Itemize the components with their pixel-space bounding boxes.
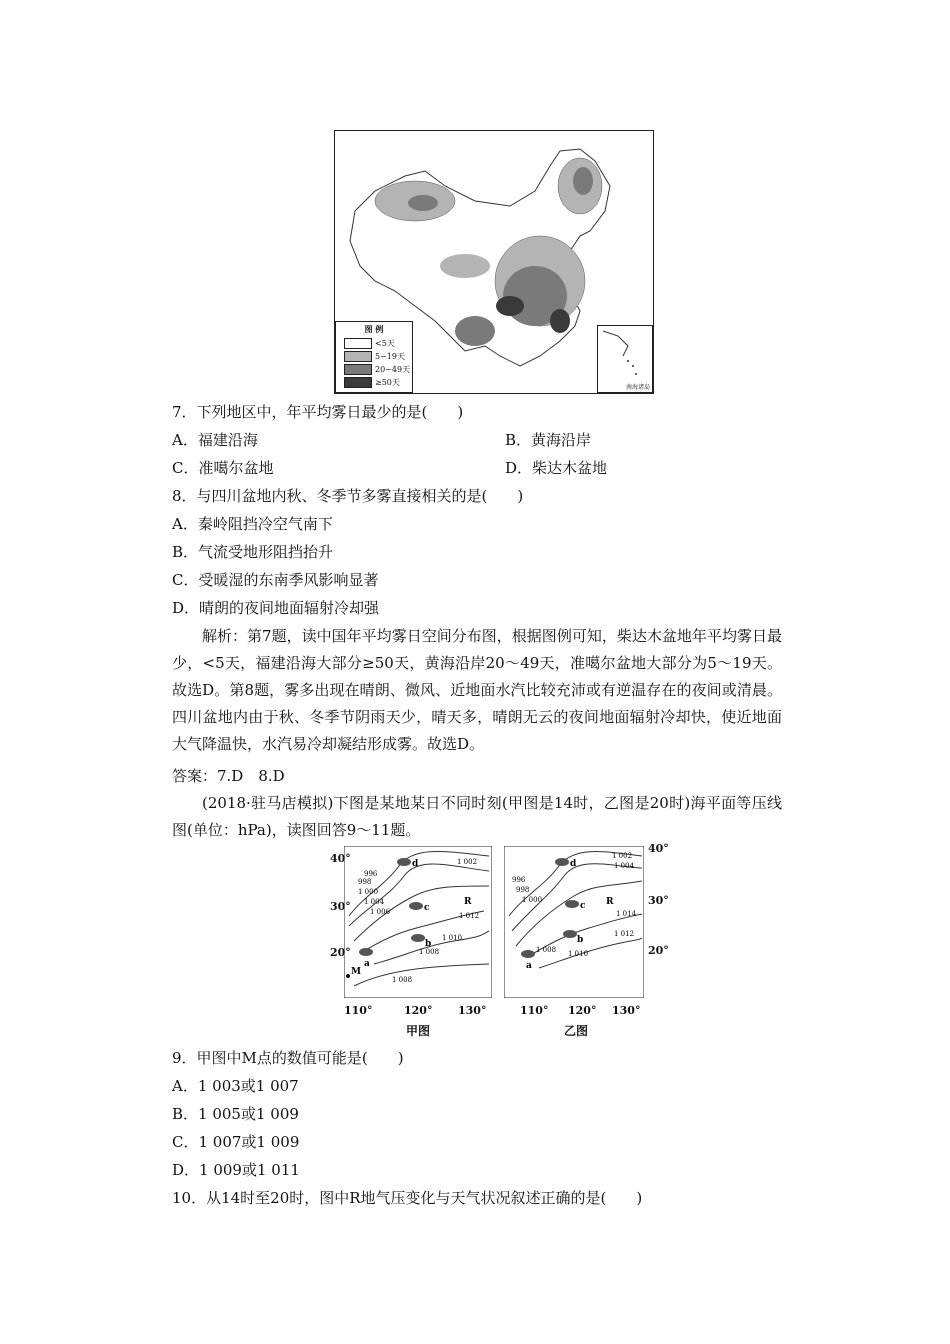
x-tick: 120° [568,1004,597,1017]
point-d-marker [397,858,411,866]
analysis-paragraph: 解析：第7题，读中国年平均雾日空间分布图，根据图例可知，柴达木盆地年平均雾日最少，<5天，福建沿海大部分≥50天，黄海沿岸20～49天，准噶尔盆地大部分为5～19天。故选D。第8题，雾多出现在晴朗、微风、近地面水汽比较充沛或有逆温存在的夜间或清晨。四川盆地内由于秋、冬季节阴雨天少，晴天多，晴朗无云的夜间地面辐射冷却快，使近地面大气降温快，水汽易冷却凝结形成雾。故选D。 [172,627,782,753]
x-tick: 130° [458,1004,487,1017]
intro-paragraph: (2018·驻马店模拟)下图是某地某日不同时刻(甲图是14时，乙图是20时)海平面等压线图(单位：hPa)，读图回答9～11题。 [172,794,782,839]
point-m-marker [346,974,350,978]
fog-days-map [334,130,654,394]
point-label: a [364,959,370,969]
isobar-label: 1 010 [442,934,463,942]
q9-option-a: A．1 003或1 007 [172,1077,299,1095]
fog-zone-xizang [440,254,490,278]
q8-option-a: A．秦岭阻挡冷空气南下 [172,515,333,533]
point-label: a [526,961,532,971]
q8-stem: 8．与四川盆地内秋、冬季节多雾直接相关的是( ) [172,487,524,505]
point-label: b [577,935,584,945]
x-tick: 110° [344,1004,373,1017]
isobar-label: 1 002 [457,858,478,866]
inset-label: 南海诸岛 [625,384,650,391]
q7-stem: 7．下列地区中，年平均雾日最少的是( ) [172,403,464,421]
legend-row [344,377,400,387]
point-label: d [412,859,419,869]
q8-option-d: D．晴朗的夜间地面辐射冷却强 [172,599,380,617]
legend-label: 5~19天 [375,351,405,361]
x-tick: 120° [404,1004,433,1017]
legend-label: ≥50天 [375,377,400,387]
x-tick: 110° [520,1004,549,1017]
fog-zone-tianshan [408,195,438,211]
isobar-label: 1 010 [568,950,589,958]
legend-title: 图 例 [364,324,384,334]
q7-option-c: C．准噶尔盆地 [172,459,274,477]
point-a-marker [521,950,535,958]
isobar-chart-yi [502,840,672,1040]
isobar-label: 996 [364,870,378,878]
y-tick: 30° [648,894,669,907]
isobar-label: 996 [512,876,526,884]
point-label: b [425,939,432,949]
legend-label: <5天 [375,338,395,348]
q9-stem: 9．甲图中M点的数值可能是( ) [172,1049,404,1067]
y-tick: 30° [330,900,351,913]
isobar-label: 1 006 [370,908,391,916]
legend-swatch [344,377,372,388]
legend-label: 20~49天 [375,364,411,374]
isobar-label: 998 [516,886,530,894]
isobar-label: 1 004 [364,898,385,906]
answer-line: 答案：7.D 8.D [172,767,285,785]
isobar-chart-jia [330,840,487,1040]
fog-zone-northeast-dark [573,167,593,195]
isobar-label: 1 004 [614,862,635,870]
isobar-label: 1 014 [616,910,637,918]
q9-option-d: D．1 009或1 011 [172,1161,300,1179]
point-b-marker [411,934,425,942]
point-label: R [464,897,472,907]
point-a-marker [359,948,373,956]
legend-row [344,351,405,361]
chart-caption: 甲图 [406,1024,431,1038]
isobar-label: 1 012 [459,912,480,920]
point-label: M [351,967,361,977]
isobar-plot-jia [344,846,492,998]
legend-swatch [344,351,372,362]
chart-caption: 乙图 [564,1024,589,1038]
isobar-label: 1 008 [536,946,557,954]
x-tick: 130° [612,1004,641,1017]
point-label: c [424,903,430,913]
legend-row [344,364,410,374]
isobar-label: 1 000 [358,888,379,896]
fog-zone-sichuan [496,296,524,316]
q7-option-a: A．福建沿海 [172,431,258,449]
q9-option-c: C．1 007或1 009 [172,1133,300,1151]
point-c-marker [409,902,423,910]
map-legend [335,321,413,393]
q8-option-c: C．受暖湿的东南季风影响显著 [172,571,379,589]
q9-option-b: B．1 005或1 009 [172,1105,299,1123]
q7-option-d: D．柴达木盆地 [505,459,608,477]
south-china-sea-inset [597,325,653,393]
y-tick: 20° [330,946,351,959]
isobar-label: 998 [358,878,372,886]
q10-stem: 10．从14时至20时，图中R地气压变化与天气状况叙述正确的是( ) [172,1189,643,1207]
fog-zone-yunnan [455,316,495,346]
point-label: d [570,859,577,869]
isobar-label: 1 000 [522,896,543,904]
legend-swatch [344,364,372,375]
point-c-marker [565,900,579,908]
y-tick: 40° [648,842,669,855]
point-b-marker [563,930,577,938]
y-tick: 20° [648,944,669,957]
point-label: R [606,897,614,907]
fog-zone-fujian [550,309,570,333]
point-d-marker [555,858,569,866]
isobar-label: 1 008 [419,948,440,956]
q8-option-b: B．气流受地形阻挡抬升 [172,543,334,561]
point-label: c [580,901,586,911]
y-tick: 40° [330,852,351,865]
q7-option-b: B．黄海沿岸 [505,431,592,449]
isobar-label: 1 002 [612,852,633,860]
isobar-label: 1 012 [614,930,635,938]
isobar-label: 1 008 [392,976,413,984]
isobar-plot-yi [504,846,644,998]
legend-row [344,338,395,348]
legend-swatch [344,338,372,349]
